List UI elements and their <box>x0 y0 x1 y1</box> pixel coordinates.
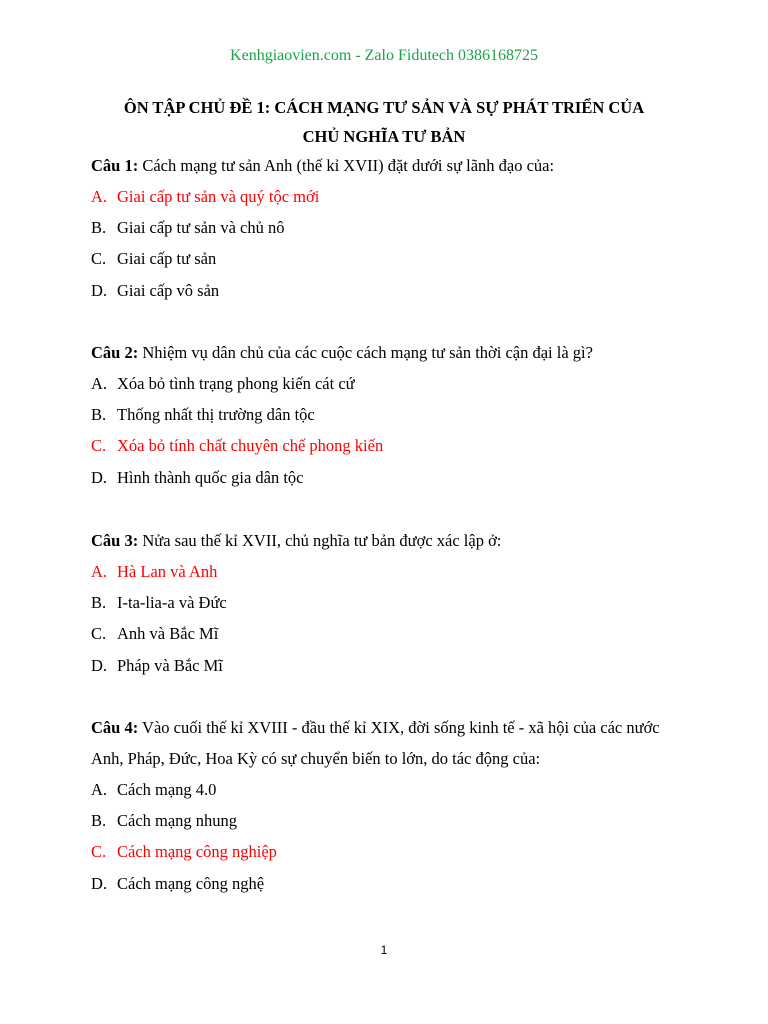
question-1-label: Câu 1: <box>91 156 139 175</box>
option-letter: A. <box>91 562 108 581</box>
question-3-label: Câu 3: <box>91 531 139 550</box>
document-title <box>70 93 698 151</box>
option-letter: C. <box>91 624 107 644</box>
option-letter: B. <box>91 811 107 831</box>
question-4-option-a[interactable] <box>91 774 671 805</box>
site-header: Kenhgiaovien.com - Zalo Fidutech 0386168725 <box>230 47 538 64</box>
option-text: Xóa bỏ tính chất chuyên chế phong kiến <box>117 436 384 456</box>
option-text: Cách mạng công nghiệp <box>117 842 277 862</box>
question-3-option-c[interactable] <box>91 618 691 649</box>
option-letter: B. <box>91 405 107 425</box>
title-line-2: CHỦ NGHĨA TƯ BẢN <box>302 127 466 146</box>
question-2-option-b[interactable] <box>91 399 691 430</box>
question-1-option-d[interactable] <box>91 275 691 306</box>
question-4-option-d[interactable] <box>91 868 671 899</box>
question-1 <box>91 150 691 306</box>
option-text: Giai cấp vô sản <box>117 280 220 300</box>
question-3-option-a[interactable] <box>91 556 691 587</box>
question-1-option-b[interactable] <box>91 212 691 243</box>
option-text: Cách mạng nhung <box>117 811 238 831</box>
title-line-1: ÔN TẬP CHỦ ĐỀ 1: CÁCH MẠNG TƯ SẢN VÀ SỰ PHÁT TRIỂN CỦA <box>123 98 645 117</box>
option-letter: D. <box>91 873 108 893</box>
question-4-option-b[interactable] <box>91 805 671 836</box>
option-letter: B. <box>91 593 107 613</box>
option-text: Thống nhất thị trường dân tộc <box>117 405 315 425</box>
question-4-prompt <box>91 712 671 774</box>
option-text: Giai cấp tư sản <box>117 249 217 269</box>
option-text: Hình thành quốc gia dân tộc <box>117 467 304 487</box>
question-2-option-a[interactable] <box>91 368 691 399</box>
option-letter: C. <box>91 249 107 269</box>
question-4-option-c[interactable] <box>91 836 671 867</box>
question-3-option-d[interactable] <box>91 650 691 681</box>
page-number: 1 <box>380 943 388 957</box>
question-2 <box>91 337 691 493</box>
question-2-option-d[interactable] <box>91 462 691 493</box>
question-2-option-c[interactable] <box>91 430 691 461</box>
option-text: Cách mạng công nghệ <box>117 873 265 893</box>
question-4-text: Vào cuối thế kỉ XVIII - đầu thế kỉ XIX, đời sống kinh tế - xã hội của các nước Anh, Pháp, Đức, Hoa Kỳ có sự chuyển biến to lớn, do tác động của: <box>91 718 660 768</box>
option-letter: A. <box>91 374 108 393</box>
option-text: Xóa bỏ tình trạng phong kiến cát cứ <box>117 374 355 393</box>
option-text: I-ta-lia-a và Đức <box>117 593 227 613</box>
question-3-option-b[interactable] <box>91 587 691 618</box>
question-2-label: Câu 2: <box>91 343 139 362</box>
option-letter: D. <box>91 280 108 300</box>
question-1-text: Cách mạng tư sản Anh (thế kỉ XVII) đặt dưới sự lãnh đạo của: <box>138 156 555 175</box>
question-4 <box>91 712 671 899</box>
option-text: Pháp và Bắc Mĩ <box>117 655 223 675</box>
option-letter: C. <box>91 436 107 456</box>
option-letter: A. <box>91 780 108 799</box>
question-1-option-a[interactable] <box>91 181 691 212</box>
option-text: Anh và Bắc Mĩ <box>117 624 219 644</box>
question-3-prompt <box>91 525 691 556</box>
question-3 <box>91 525 691 681</box>
option-letter: D. <box>91 467 108 487</box>
option-letter: B. <box>91 218 107 238</box>
question-2-prompt <box>91 337 691 368</box>
question-1-prompt <box>91 150 691 181</box>
option-text: Giai cấp tư sản và quý tộc mới <box>117 187 320 206</box>
option-letter: C. <box>91 842 107 862</box>
option-text: Giai cấp tư sản và chủ nô <box>117 218 285 238</box>
option-letter: D. <box>91 655 108 675</box>
option-letter: A. <box>91 187 108 206</box>
question-4-label: Câu 4: <box>91 718 139 737</box>
option-text: Cách mạng 4.0 <box>117 780 217 799</box>
option-text: Hà Lan và Anh <box>117 562 218 581</box>
question-1-option-c[interactable] <box>91 243 691 274</box>
question-2-text: Nhiệm vụ dân chủ của các cuộc cách mạng tư sản thời cận đại là gì? <box>138 343 593 362</box>
question-3-text: Nửa sau thế kỉ XVII, chủ nghĩa tư bản được xác lập ở: <box>138 531 502 550</box>
